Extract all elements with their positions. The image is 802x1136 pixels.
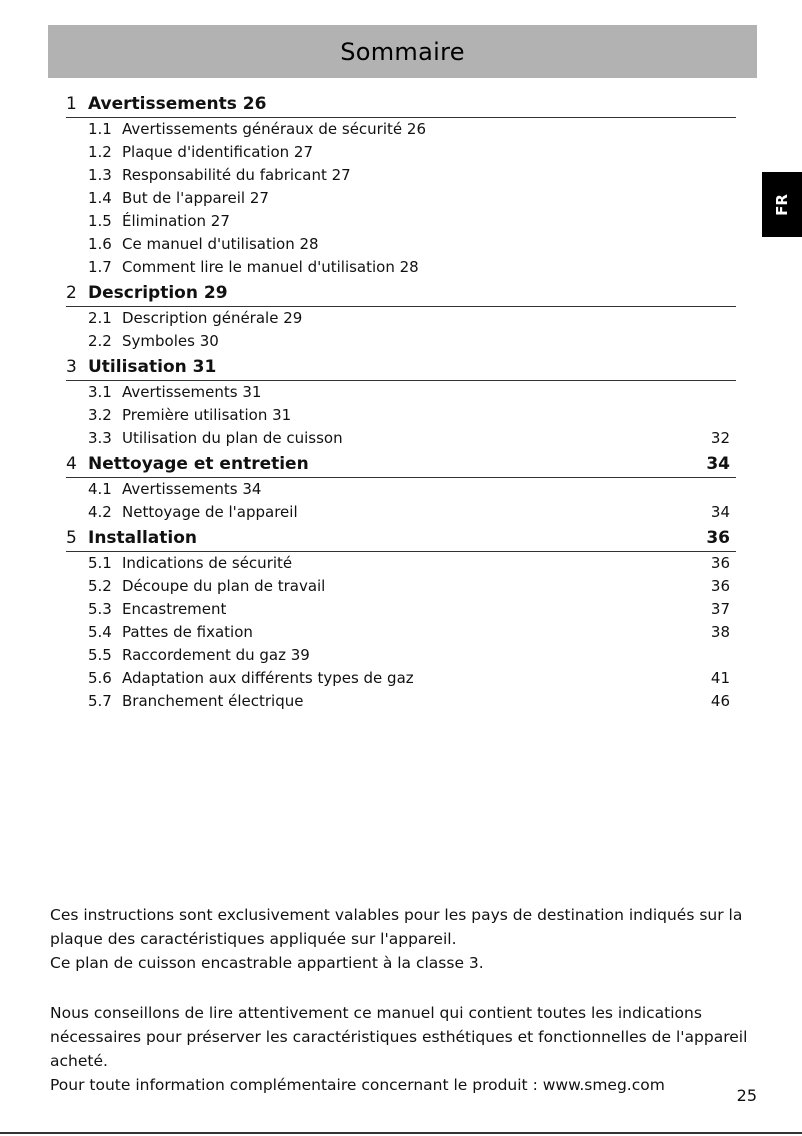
toc-section[interactable] — [66, 307, 736, 330]
toc-section[interactable] — [66, 404, 736, 427]
chapter-number: 5 — [66, 528, 77, 548]
section-page: 38 — [710, 623, 730, 641]
section-number: 5.5 — [88, 646, 112, 664]
footer-rule — [0, 1132, 802, 1134]
chapter-page: 36 — [706, 528, 730, 548]
page-title: Sommaire — [340, 37, 465, 66]
section-number: 3.3 — [88, 429, 112, 447]
section-number: 4.1 — [88, 480, 112, 498]
section-title: Nettoyage de l'appareil — [122, 503, 298, 521]
toc-chapter[interactable] — [66, 451, 736, 478]
section-page: 41 — [710, 669, 730, 687]
toc-chapter[interactable] — [66, 525, 736, 552]
section-number: 2.2 — [88, 332, 112, 350]
section-page: 37 — [710, 600, 730, 618]
section-title: Avertissements 34 — [122, 480, 262, 498]
section-title: Comment lire le manuel d'utilisation 28 — [122, 258, 419, 276]
section-title: Avertissements généraux de sécurité 26 — [122, 120, 426, 138]
toc-chapter[interactable] — [66, 91, 736, 118]
section-title: Branchement électrique — [122, 692, 304, 710]
section-number: 1.3 — [88, 166, 112, 184]
chapter-title: Nettoyage et entretien — [88, 454, 309, 474]
section-title: Plaque d'identification 27 — [122, 143, 314, 161]
section-number: 1.7 — [88, 258, 112, 276]
note-read-manual: Nous conseillons de lire attentivement ce manuel qui contient toutes les indications nécessaires pour préserver les caractéristiques esthétiques et fonctionnelles de l'appareil acheté. — [50, 1004, 748, 1070]
chapter-page: 34 — [706, 454, 730, 474]
toc-section[interactable] — [66, 575, 736, 598]
toc-section[interactable] — [66, 141, 736, 164]
language-tab — [762, 172, 802, 237]
section-title: Symboles 30 — [122, 332, 219, 350]
toc-section[interactable] — [66, 210, 736, 233]
section-number: 1.2 — [88, 143, 112, 161]
page-number: 25 — [736, 1086, 757, 1105]
section-title: Description générale 29 — [122, 309, 303, 327]
toc-chapter[interactable] — [66, 354, 736, 381]
section-title: Raccordement du gaz 39 — [122, 646, 310, 664]
toc-section[interactable] — [66, 667, 736, 690]
toc-section[interactable] — [66, 427, 736, 450]
section-number: 5.3 — [88, 600, 112, 618]
section-title: Ce manuel d'utilisation 28 — [122, 235, 319, 253]
toc-section[interactable] — [66, 598, 736, 621]
section-title: Élimination 27 — [122, 212, 230, 230]
chapter-title: Description 29 — [88, 283, 228, 303]
section-number: 5.4 — [88, 623, 112, 641]
section-title: Adaptation aux différents types de gaz — [122, 669, 414, 687]
section-number: 5.7 — [88, 692, 112, 710]
chapter-number: 1 — [66, 94, 77, 114]
chapter-title: Utilisation 31 — [88, 357, 217, 377]
header-bar — [48, 25, 757, 78]
section-number: 5.6 — [88, 669, 112, 687]
note-class: Ce plan de cuisson encastrable appartient à la classe 3. — [50, 954, 484, 972]
section-title: Avertissements 31 — [122, 383, 262, 401]
toc-section[interactable] — [66, 690, 736, 713]
table-of-contents — [66, 90, 736, 713]
toc-section[interactable] — [66, 187, 736, 210]
toc-section[interactable] — [66, 381, 736, 404]
section-number: 3.2 — [88, 406, 112, 424]
toc-section[interactable] — [66, 118, 736, 141]
toc-section[interactable] — [66, 552, 736, 575]
toc-section[interactable] — [66, 256, 736, 279]
toc-section[interactable] — [66, 330, 736, 353]
toc-section[interactable] — [66, 501, 736, 524]
toc-chapter[interactable] — [66, 280, 736, 307]
toc-section[interactable] — [66, 233, 736, 256]
toc-section[interactable] — [66, 621, 736, 644]
section-number: 4.2 — [88, 503, 112, 521]
toc-section[interactable] — [66, 644, 736, 667]
section-number: 1.5 — [88, 212, 112, 230]
chapter-number: 2 — [66, 283, 77, 303]
section-page: 32 — [710, 429, 730, 447]
section-number: 5.1 — [88, 554, 112, 572]
section-title: But de l'appareil 27 — [122, 189, 269, 207]
section-title: Encastrement — [122, 600, 227, 618]
chapter-title: Avertissements 26 — [88, 94, 267, 114]
section-number: 3.1 — [88, 383, 112, 401]
notes — [50, 903, 765, 1097]
toc-section[interactable] — [66, 164, 736, 187]
section-title: Découpe du plan de travail — [122, 577, 326, 595]
chapter-number: 3 — [66, 357, 77, 377]
chapter-number: 4 — [66, 454, 77, 474]
note-validity: Ces instructions sont exclusivement valables pour les pays de destination indiqués sur la plaque des caractéristiques appliquée sur l'appareil. — [50, 906, 743, 948]
section-page: 46 — [710, 692, 730, 710]
section-number: 5.2 — [88, 577, 112, 595]
note-more-info: Pour toute information complémentaire concernant le produit : www.smeg.com — [50, 1076, 665, 1094]
section-number: 1.6 — [88, 235, 112, 253]
section-page: 36 — [710, 554, 730, 572]
section-page: 34 — [710, 503, 730, 521]
language-tab-label: FR — [772, 193, 791, 216]
section-number: 1.4 — [88, 189, 112, 207]
section-title: Première utilisation 31 — [122, 406, 292, 424]
toc-section[interactable] — [66, 478, 736, 501]
section-number: 1.1 — [88, 120, 112, 138]
section-title: Responsabilité du fabricant 27 — [122, 166, 351, 184]
section-page: 36 — [710, 577, 730, 595]
section-title: Pattes de fixation — [122, 623, 253, 641]
chapter-title: Installation — [88, 528, 198, 548]
section-title: Indications de sécurité — [122, 554, 293, 572]
section-title: Utilisation du plan de cuisson — [122, 429, 343, 447]
section-number: 2.1 — [88, 309, 112, 327]
